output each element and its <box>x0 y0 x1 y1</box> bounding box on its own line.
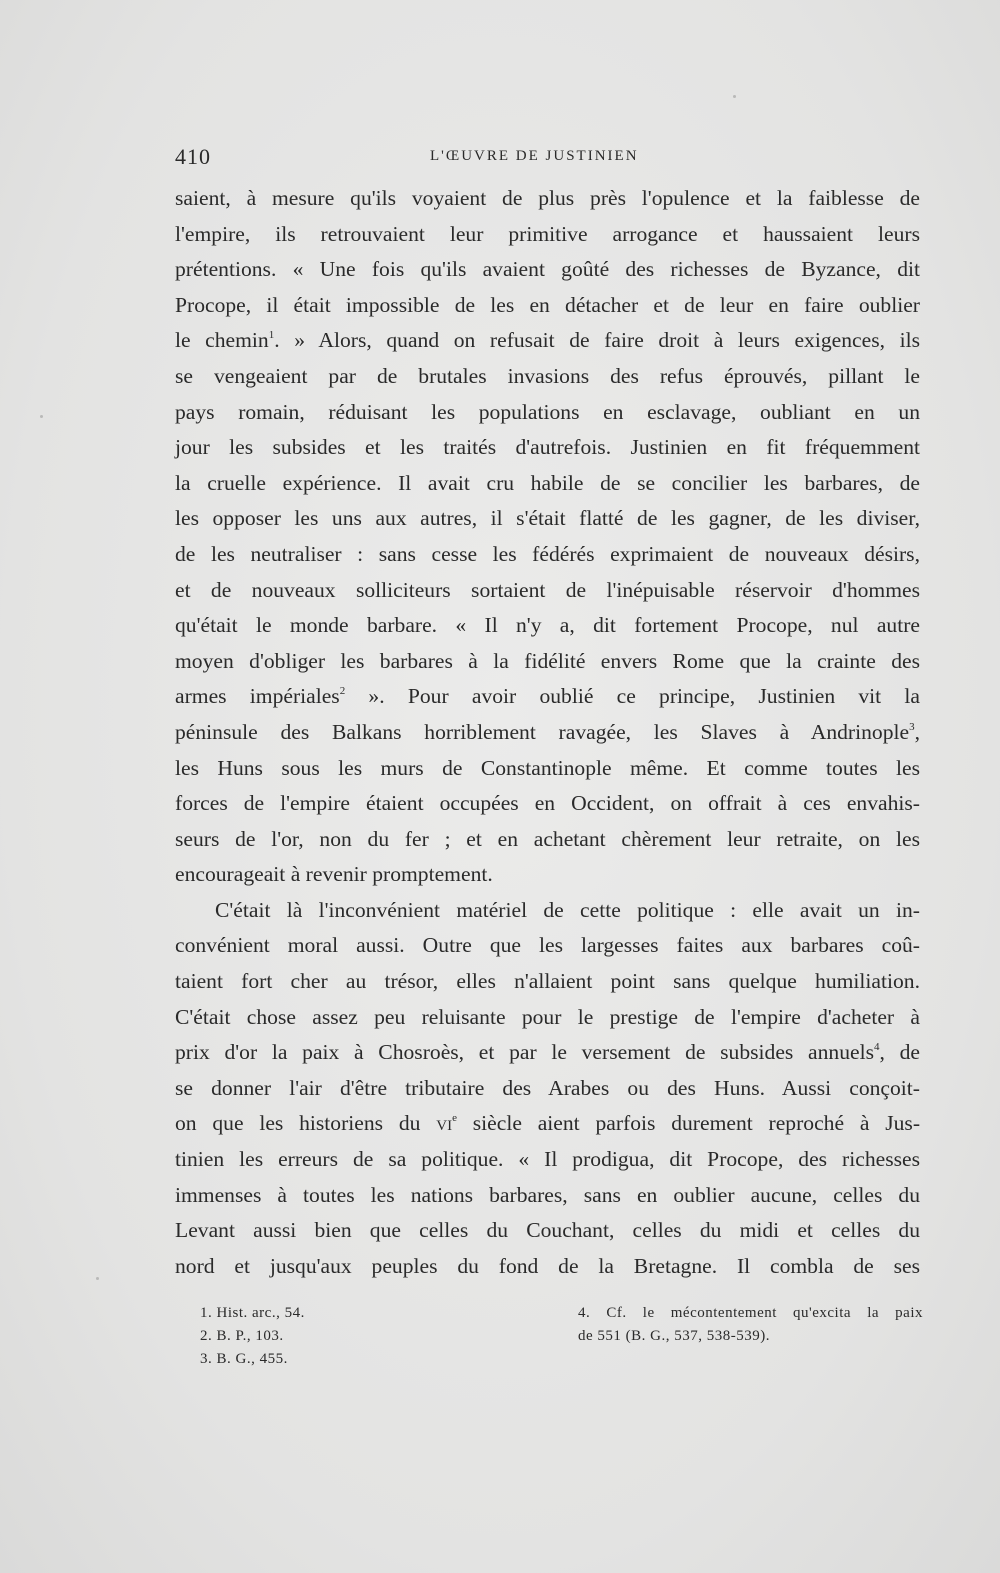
paper-speck <box>40 415 43 418</box>
footnotes-left-column <box>200 1302 460 1371</box>
text-line: moyen d'obliger les barbares à la fidélité envers Rome que la crainte des <box>175 648 920 673</box>
text-line: de les neutraliser : sans cesse les fédérés exprimaient de nouveaux désirs, <box>175 541 920 566</box>
text-line: C'était chose assez peu reluisante pour le prestige de l'empire d'acheter à <box>175 1004 920 1029</box>
footnote-ref-4: 4 <box>874 1041 880 1054</box>
footnote-4: 4. Cf. le mécontentement qu'excita la paix <box>578 1305 923 1321</box>
footnotes-right-column <box>578 1302 923 1348</box>
text-line <box>175 715 920 751</box>
text-fragment: on que les historiens du <box>175 1111 421 1136</box>
footnote-ref-2: 2 <box>339 685 346 698</box>
century-numeral: vi <box>436 1111 453 1136</box>
paper-speck <box>733 95 736 98</box>
text-line: C'était là l'inconvénient matériel de cette politique : elle avait un in- <box>215 897 920 922</box>
text-line: saient, à mesure qu'ils voyaient de plus près l'opulence et la faiblesse de <box>175 186 920 210</box>
text-line: forces de l'empire étaient occupées en Occident, on offrait à ces envahis- <box>175 791 920 816</box>
text-line <box>175 1106 920 1142</box>
text-line: nord et jusqu'aux peuples du fond de la Bretagne. Il combla de ses <box>175 1253 920 1278</box>
text-line: la cruelle expérience. Il avait cru habile de se concilier les barbares, de <box>175 470 920 495</box>
body-text <box>175 181 920 1284</box>
text-line: se vengeaient par de brutales invasions des refus éprouvés, pillant le <box>175 363 920 388</box>
text-line: prétentions. « Une fois qu'ils avaient goûté des richesses de Byzance, dit <box>175 257 920 282</box>
text-line: les opposer les uns aux autres, il s'était flatté de les gagner, de les diviser, <box>175 506 920 531</box>
text-line: les Huns sous les murs de Constantinople même. Et comme toutes les <box>175 755 920 780</box>
text-line: et de nouveaux solliciteurs sortaient de l'inépuisable réservoir d'hommes <box>175 577 920 602</box>
text-fragment: péninsule des Balkans horriblement ravagée, les Slaves à Andrinople <box>175 719 910 744</box>
text-line <box>175 1035 920 1071</box>
footnote-3: 3. B. G., 455. <box>200 1351 288 1367</box>
text-line: seurs de l'or, non du fer ; et en achetant chèrement leur retraite, on les <box>175 826 920 851</box>
text-line: tinien les erreurs de sa politique. « Il prodigua, dit Procope, des richesses <box>175 1147 920 1172</box>
footnote-ref-1: 1 <box>268 329 275 342</box>
text-fragment: le chemin <box>175 328 269 353</box>
running-head: L'ŒUVRE DE JUSTINIEN <box>430 148 639 164</box>
text-fragment: prix d'or la paix à Chosroès, et par le versement de subsides annuels <box>175 1040 874 1065</box>
text-line: Procope, il était impossible de les en détacher et de leur en faire oublier <box>175 292 920 317</box>
footnote-2: 2. B. P., 103. <box>200 1328 284 1344</box>
text-line <box>175 679 920 715</box>
text-line: se donner l'air d'être tributaire des Arabes ou des Huns. Aussi conçoit- <box>175 1075 920 1100</box>
page-header <box>175 144 920 174</box>
page-number: 410 <box>175 144 211 169</box>
text-line: pays romain, réduisant les populations en esclavage, oubliant en un <box>175 399 920 424</box>
text-line: immenses à toutes les nations barbares, sans en oublier aucune, celles du <box>175 1182 920 1207</box>
text-line: Levant aussi bien que celles du Couchant, celles du midi et celles du <box>175 1218 920 1243</box>
footnote-4-continued: de 551 (B. G., 537, 538-539). <box>578 1328 770 1344</box>
footnote-ref-3: 3 <box>909 720 915 733</box>
text-fragment: , de <box>879 1040 920 1065</box>
text-line: encourageait à revenir promptement. <box>175 862 493 887</box>
text-line: jour les subsides et les traités d'autrefois. Justinien en fit fréquemment <box>175 435 920 460</box>
text-fragment: siècle aient parfois durement reproché à Jus- <box>456 1111 921 1136</box>
footnote-1: 1. Hist. arc., 54. <box>200 1305 305 1321</box>
text-fragment: , <box>914 719 920 744</box>
text-line: taient fort cher au trésor, elles n'allaient point sans quelque humiliation. <box>175 969 920 994</box>
text-line: l'empire, ils retrouvaient leur primitive arrogance et haussaient leurs <box>175 221 920 246</box>
text-fragment: . » Alors, quand on refusait de faire droit à leurs exigences, ils <box>274 328 920 353</box>
century-suffix: e <box>452 1112 457 1125</box>
text-fragment: ». Pour avoir oublié ce principe, Justinien vit la <box>345 684 920 709</box>
text-line: qu'était le monde barbare. « Il n'y a, dit fortement Procope, nul autre <box>175 613 920 638</box>
text-line: convénient moral aussi. Outre que les largesses faites aux barbares coû- <box>175 933 920 958</box>
text-fragment: armes impériales <box>175 684 340 709</box>
text-line <box>175 323 920 359</box>
paper-speck <box>96 1277 99 1280</box>
